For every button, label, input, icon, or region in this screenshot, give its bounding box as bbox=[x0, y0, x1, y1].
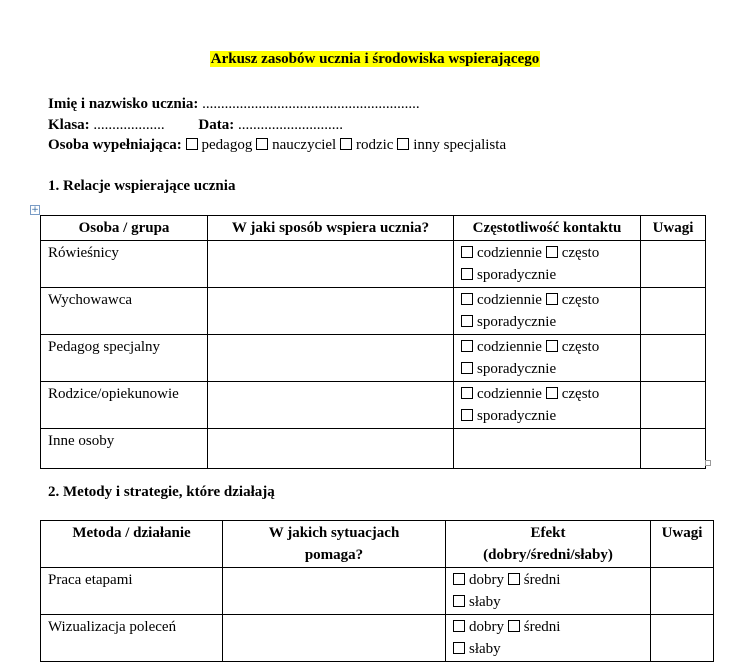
col-header-frequency: Częstotliwość kontaktu bbox=[454, 216, 641, 241]
effect-cell: dobry średni słaby bbox=[446, 615, 651, 662]
checkbox-codziennie[interactable] bbox=[461, 246, 473, 258]
option-label: nauczyciel bbox=[272, 137, 337, 153]
checkbox-dobry[interactable] bbox=[453, 573, 465, 585]
support-cell[interactable] bbox=[208, 288, 454, 335]
checkbox-czesto[interactable] bbox=[546, 293, 558, 305]
class-label: Klasa: bbox=[48, 117, 90, 133]
checkbox-czesto[interactable] bbox=[546, 340, 558, 352]
frequency-cell: codziennie często sporadycznie bbox=[454, 335, 641, 382]
checkbox-inny-specjalista[interactable] bbox=[397, 138, 409, 150]
support-relations-table bbox=[40, 215, 706, 469]
col-header-notes: Uwagi bbox=[651, 521, 714, 568]
frequency-cell: codziennie często sporadycznie bbox=[454, 288, 641, 335]
frequency-cell: codziennie często sporadycznie bbox=[454, 382, 641, 429]
checkbox-codziennie[interactable] bbox=[461, 387, 473, 399]
checkbox-sporadycznie[interactable] bbox=[461, 315, 473, 327]
col-header-person: Osoba / grupa bbox=[41, 216, 208, 241]
table-resize-handle-icon[interactable] bbox=[705, 460, 711, 466]
situation-cell[interactable] bbox=[223, 568, 446, 615]
notes-cell[interactable] bbox=[641, 429, 706, 469]
notes-cell[interactable] bbox=[651, 568, 714, 615]
checkbox-codziennie[interactable] bbox=[461, 340, 473, 352]
support-cell[interactable] bbox=[208, 335, 454, 382]
option-label: inny specjalista bbox=[413, 137, 507, 153]
notes-cell[interactable] bbox=[641, 335, 706, 382]
notes-cell[interactable] bbox=[641, 382, 706, 429]
date-label: Data: bbox=[198, 117, 235, 133]
option-label: rodzic bbox=[355, 137, 394, 153]
table-row bbox=[41, 382, 706, 429]
row-label: Rówieśnicy bbox=[41, 241, 208, 288]
col-header-method: Metoda / działanie bbox=[41, 521, 223, 568]
frequency-cell[interactable] bbox=[454, 429, 641, 469]
col-header-support: W jaki sposób wspiera ucznia? bbox=[208, 216, 454, 241]
table-header-row bbox=[41, 216, 706, 241]
table-row bbox=[41, 615, 714, 662]
row-label: Pedagog specjalny bbox=[41, 335, 208, 382]
table-row bbox=[41, 568, 714, 615]
filler-label: Osoba wypełniająca: bbox=[48, 137, 182, 153]
frequency-cell: codziennie często sporadycznie bbox=[454, 241, 641, 288]
row-label: Wychowawca bbox=[41, 288, 208, 335]
checkbox-dobry[interactable] bbox=[453, 620, 465, 632]
checkbox-czesto[interactable] bbox=[546, 387, 558, 399]
checkbox-sporadycznie[interactable] bbox=[461, 409, 473, 421]
class-date-line bbox=[48, 116, 343, 134]
student-name-line bbox=[48, 95, 420, 113]
row-label: Rodzice/opiekunowie bbox=[41, 382, 208, 429]
table-row bbox=[41, 429, 706, 469]
notes-cell[interactable] bbox=[641, 288, 706, 335]
student-name-field[interactable]: .......................................................... bbox=[202, 96, 420, 112]
checkbox-czesto[interactable] bbox=[546, 246, 558, 258]
checkbox-rodzic[interactable] bbox=[340, 138, 352, 150]
support-cell[interactable] bbox=[208, 429, 454, 469]
row-label: Wizualizacja poleceń bbox=[41, 615, 223, 662]
filler-line bbox=[48, 136, 506, 154]
checkbox-slaby[interactable] bbox=[453, 642, 465, 654]
row-label: Inne osoby bbox=[41, 429, 208, 469]
support-cell[interactable] bbox=[208, 241, 454, 288]
table-move-handle-icon[interactable]: + bbox=[31, 205, 39, 215]
table-row bbox=[41, 288, 706, 335]
checkbox-slaby[interactable] bbox=[453, 595, 465, 607]
student-name-label: Imię i nazwisko ucznia: bbox=[48, 96, 199, 112]
col-header-notes: Uwagi bbox=[641, 216, 706, 241]
effect-cell: dobry średni słaby bbox=[446, 568, 651, 615]
checkbox-sredni[interactable] bbox=[508, 573, 520, 585]
checkbox-sporadycznie[interactable] bbox=[461, 362, 473, 374]
row-label: Praca etapami bbox=[41, 568, 223, 615]
checkbox-pedagog[interactable] bbox=[186, 138, 198, 150]
checkbox-nauczyciel[interactable] bbox=[256, 138, 268, 150]
col-header-effect: Efekt (dobry/średni/słaby) bbox=[446, 521, 651, 568]
support-cell[interactable] bbox=[208, 382, 454, 429]
checkbox-codziennie[interactable] bbox=[461, 293, 473, 305]
section2-title: 2. Metody i strategie, które działają bbox=[48, 484, 275, 500]
section1-title: 1. Relacje wspierające ucznia bbox=[48, 178, 236, 194]
checkbox-sporadycznie[interactable] bbox=[461, 268, 473, 280]
checkbox-sredni[interactable] bbox=[508, 620, 520, 632]
situation-cell[interactable] bbox=[223, 615, 446, 662]
notes-cell[interactable] bbox=[651, 615, 714, 662]
table-header-row bbox=[41, 521, 714, 568]
date-field[interactable]: ............................ bbox=[238, 117, 343, 133]
methods-table bbox=[40, 520, 714, 662]
document-title: Arkusz zasobów ucznia i środowiska wspierającego bbox=[210, 51, 540, 67]
col-header-situation: W jakich sytuacjach pomaga? bbox=[223, 521, 446, 568]
table-row bbox=[41, 241, 706, 288]
table-row bbox=[41, 335, 706, 382]
option-label: pedagog bbox=[201, 137, 253, 153]
notes-cell[interactable] bbox=[641, 241, 706, 288]
class-field[interactable]: ................... bbox=[93, 117, 165, 133]
